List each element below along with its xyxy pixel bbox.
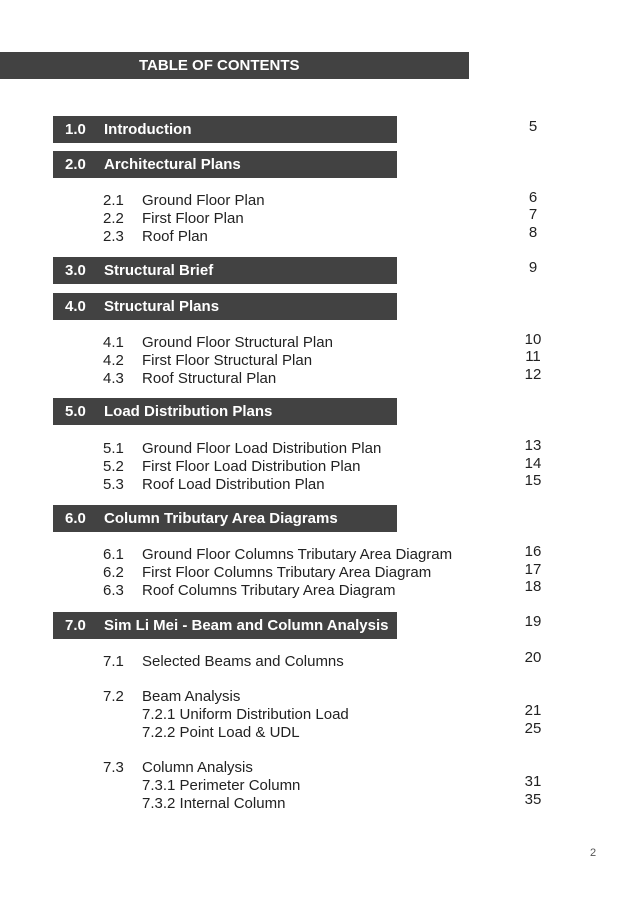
entry-title[interactable]: Ground Floor Plan [142,192,265,209]
entry-page: 14 [524,455,542,472]
entry-page: 13 [524,437,542,454]
section-title: Load Distribution Plans [104,403,273,420]
toc-title-bar [0,52,469,79]
section-title: Sim Li Mei - Beam and Column Analysis [104,617,389,634]
section-page-1: 5 [528,118,538,135]
toc-title: TABLE OF CONTENTS [139,57,300,74]
section-number: 5.0 [65,403,86,420]
section-number: 4.0 [65,298,86,315]
entry-page: 31 [524,773,542,790]
entry-title[interactable]: 7.2.1 Uniform Distribution Load [142,706,349,723]
section-number: 6.0 [65,510,86,527]
entry-number: 2.2 [103,210,124,227]
entry-title[interactable]: Beam Analysis [142,688,241,705]
section-title: Introduction [104,121,192,138]
section-title: Column Tributary Area Diagrams [104,510,338,527]
section-bar-7[interactable] [53,612,397,639]
entry-title[interactable]: Roof Columns Tributary Area Diagram [142,582,396,599]
entry-page: 17 [524,561,542,578]
entry-number: 6.1 [103,546,124,563]
section-number: 3.0 [65,262,86,279]
entry-page: 18 [524,578,542,595]
entry-number: 5.2 [103,458,124,475]
entry-page: 20 [524,649,542,666]
entry-title[interactable]: 7.3.2 Internal Column [142,795,286,812]
entry-page: 21 [524,702,542,719]
entry-title[interactable]: Ground Floor Structural Plan [142,334,333,351]
entry-number: 7.1 [103,653,124,670]
entry-title[interactable]: First Floor Structural Plan [142,352,313,369]
entry-title[interactable]: Column Analysis [142,759,253,776]
entry-title[interactable]: First Floor Plan [142,210,244,227]
section-title: Architectural Plans [104,156,241,173]
entry-page: 11 [525,348,541,365]
entry-number: 4.1 [103,334,124,351]
entry-page: 15 [524,472,542,489]
entry-number: 5.3 [103,476,124,493]
entry-number: 2.1 [103,192,124,209]
entry-page: 6 [528,189,538,206]
section-bar-2[interactable] [53,151,397,178]
entry-page: 12 [524,366,542,383]
entry-title[interactable]: Roof Plan [142,228,208,245]
section-bar-5[interactable] [53,398,397,425]
entry-title[interactable]: 7.3.1 Perimeter Column [142,777,301,794]
entry-page: 16 [524,543,542,560]
section-bar-6[interactable] [53,505,397,532]
entry-number: 7.2 [103,688,124,705]
entry-number: 5.1 [103,440,124,457]
entry-page: 35 [524,791,542,808]
entry-title[interactable]: First Floor Load Distribution Plan [142,458,361,475]
section-number: 1.0 [65,121,86,138]
section-bar-4[interactable] [53,293,397,320]
section-bar-1[interactable] [53,116,397,143]
entry-title[interactable]: Ground Floor Columns Tributary Area Diagram [142,546,453,563]
section-bar-3[interactable] [53,257,397,284]
entry-number: 6.2 [103,564,124,581]
entry-title[interactable]: First Floor Columns Tributary Area Diagram [142,564,432,581]
entry-number: 4.2 [103,352,124,369]
section-number: 2.0 [65,156,86,173]
entry-number: 2.3 [103,228,124,245]
section-title: Structural Plans [104,298,220,315]
entry-page: 8 [528,224,538,241]
entry-number: 6.3 [103,582,124,599]
entry-number: 7.3 [103,759,124,776]
entry-page: 7 [528,206,538,223]
entry-title[interactable]: 7.2.2 Point Load & UDL [142,724,300,741]
entry-page: 10 [524,331,542,348]
entry-title[interactable]: Ground Floor Load Distribution Plan [142,440,382,457]
entry-number: 4.3 [103,370,124,387]
entry-title[interactable]: Roof Load Distribution Plan [142,476,325,493]
entry-title[interactable]: Selected Beams and Columns [142,653,344,670]
entry-page: 25 [524,720,542,737]
entry-title[interactable]: Roof Structural Plan [142,370,277,387]
page-number: 2 [590,847,597,859]
section-page-3: 9 [528,259,538,276]
section-number: 7.0 [65,617,86,634]
section-page-7: 19 [524,613,542,630]
section-title: Structural Brief [104,262,214,279]
